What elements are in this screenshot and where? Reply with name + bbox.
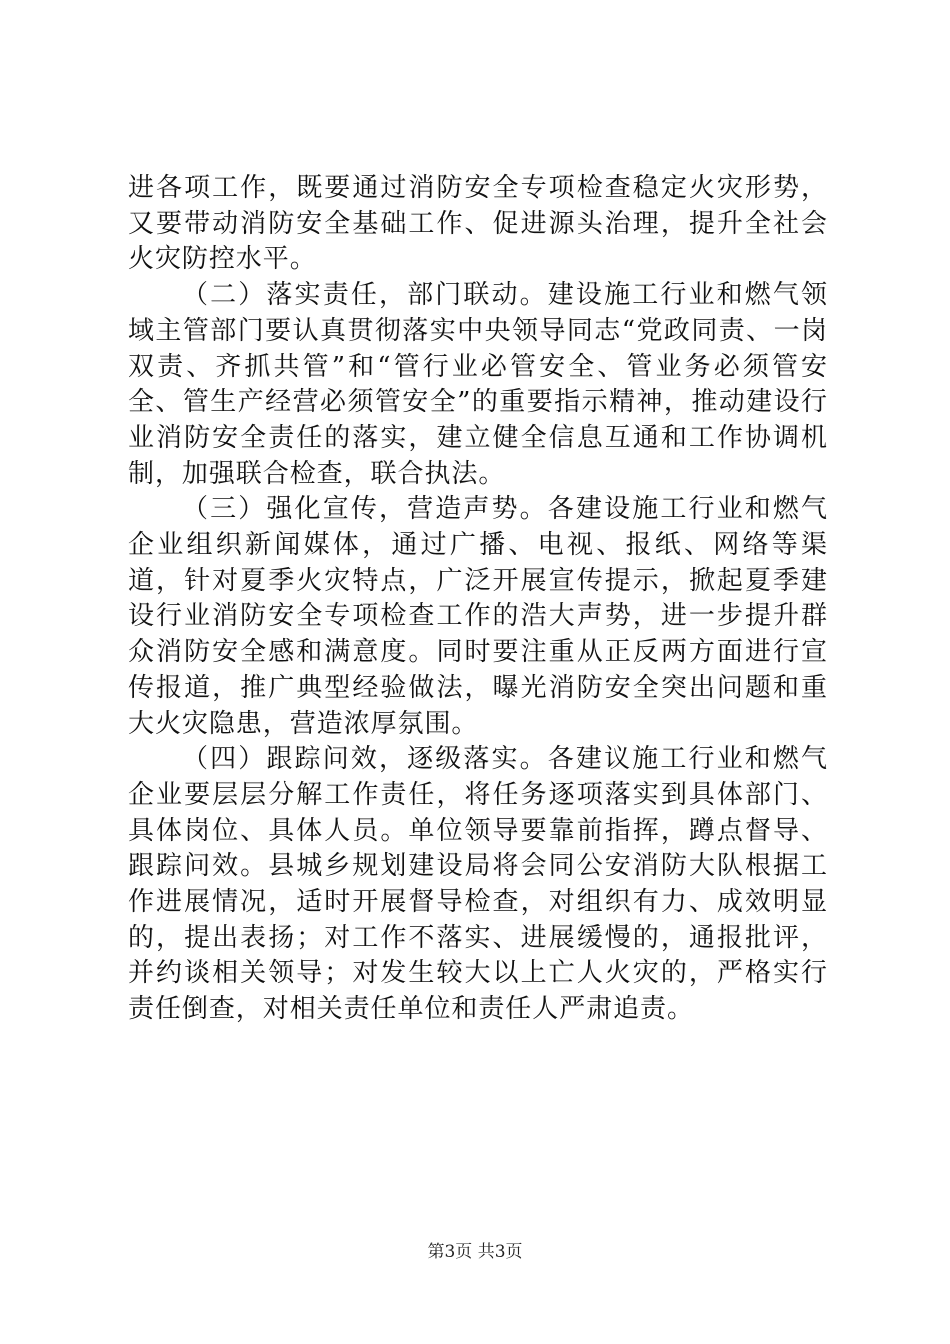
paragraph-section-3: （三）强化宣传，营造声势。各建设施工行业和燃气企业组织新闻媒体，通过广播、电视、报纸、网络等渠道，针对夏季火灾特点，广泛开展宣传提示，掀起夏季建设行业消防安全专项检查工作的浩大声势，进一步提升群众消防安全感和满意度。同时要注重从正反两方面进行宣传报道，推广典型经验做法，曝光消防安全突出问题和重大火灾隐患，营造浓厚氛围。 (128, 494, 828, 739)
paragraph-continued: 进各项工作，既要通过消防安全专项检查稳定火灾形势，又要带动消防安全基础工作、促进源头治理，提升全社会火灾防控水平。 (128, 173, 828, 275)
document-body (128, 171, 828, 1028)
paragraph-section-4: （四）跟踪问效，逐级落实。各建议施工行业和燃气企业要层层分解工作责任，将任务逐项落实到具体部门、具体岗位、具体人员。单位领导要靠前指挥，蹲点督导、跟踪问效。县城乡规划建设局将会同公安消防大队根据工作进展情况，适时开展督导检查，对组织有力、成效明显的，提出表扬；对工作不落实、进展缓慢的，通报批评，并约谈相关领导；对发生较大以上亡人火灾的，严格实行责任倒查，对相关责任单位和责任人严肃追责。 (128, 744, 828, 1025)
paragraph-section-2: （二）落实责任，部门联动。建设施工行业和燃气领域主管部门要认真贯彻落实中央领导同志“党政同责、一岗双责、齐抓共管”和“管行业必管安全、管业务必须管安全、管生产经营必须管安全”的重要指示精神，推动建设行业消防安全责任的落实，建立健全信息互通和工作协调机制，加强联合检查，联合执法。 (128, 280, 828, 489)
page-number-footer: 第3页 共3页 (427, 1242, 523, 1262)
